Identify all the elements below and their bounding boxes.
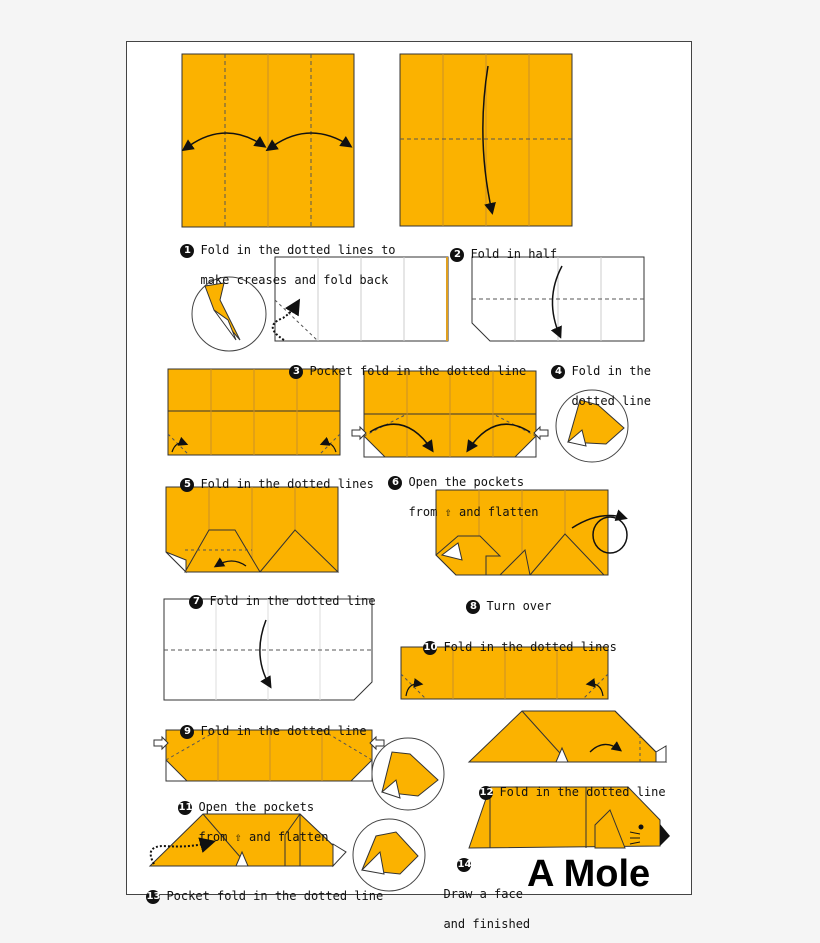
step-11-line-2: from ⇧ and flatten [198,830,329,844]
step-9-caption [166,709,367,739]
step-7-line-1: Fold in the dotted line [209,594,376,608]
step-4-caption [537,349,651,409]
step-12-line-1: Fold in the dotted line [499,785,666,799]
step-2-figure [400,54,572,226]
step-5-number: 5 [180,478,194,492]
step-13-line-1: Pocket fold in the dotted line [166,889,384,903]
step-4-number: 4 [551,365,565,379]
step-3-number: 3 [289,365,303,379]
step-9-figure [164,599,372,700]
step-4-figure [472,257,644,341]
step-13-number: 13 [146,890,161,902]
step-7-caption [175,579,376,609]
step-13-caption [132,874,383,904]
step-14-number: 14 [457,858,472,870]
step-1-line-1: Fold in the dotted lines to [200,243,396,257]
step-4-line-1: Fold in the [571,364,651,378]
step-1-line-2: make creases and fold back [200,273,389,287]
step-7-figure [166,487,338,572]
step-8-number: 8 [466,600,480,614]
step-11-number: 11 [178,801,193,813]
step-10-number: 10 [423,641,438,653]
step-12-caption [465,770,666,800]
step-6-line-2: from ⇧ and flatten [408,505,539,519]
step-11-line-1: Open the pockets [198,800,315,814]
step-9-number: 9 [180,725,194,739]
step-2-line-1: Fold in half [470,247,558,261]
step-2-number: 2 [450,248,464,262]
step-1-figure [182,54,354,227]
step-6-line-1: Open the pockets [408,475,525,489]
step-3-caption [275,349,526,379]
step-12-figure [469,711,666,762]
diagram-title: A Mole [527,853,651,895]
step-10-line-1: Fold in the dotted lines [443,640,617,654]
step-2-caption [436,232,557,262]
step-5-line-1: Fold in the dotted lines [200,477,374,491]
step-1-caption [166,228,396,288]
step-8-caption [452,584,551,614]
step-5-figure [168,369,340,455]
step-5-caption [166,462,374,492]
step-6-caption [374,460,539,520]
step-8-line-1: Turn over [486,599,552,613]
step-7-number: 7 [189,595,203,609]
step-11-caption [164,785,329,845]
step-9-line-1: Fold in the dotted line [200,724,367,738]
step-12-number: 12 [479,786,494,798]
step-14-line-2: and finished [443,917,531,931]
step-14-caption [429,842,530,932]
step-4-line-2: dotted line [571,394,651,408]
step-3-line-1: Pocket fold in the dotted line [309,364,527,378]
step-6-number: 6 [388,476,402,490]
step-10-caption [409,625,617,655]
step-1-number: 1 [180,244,194,258]
step-14-line-1: Draw a face [443,887,523,901]
